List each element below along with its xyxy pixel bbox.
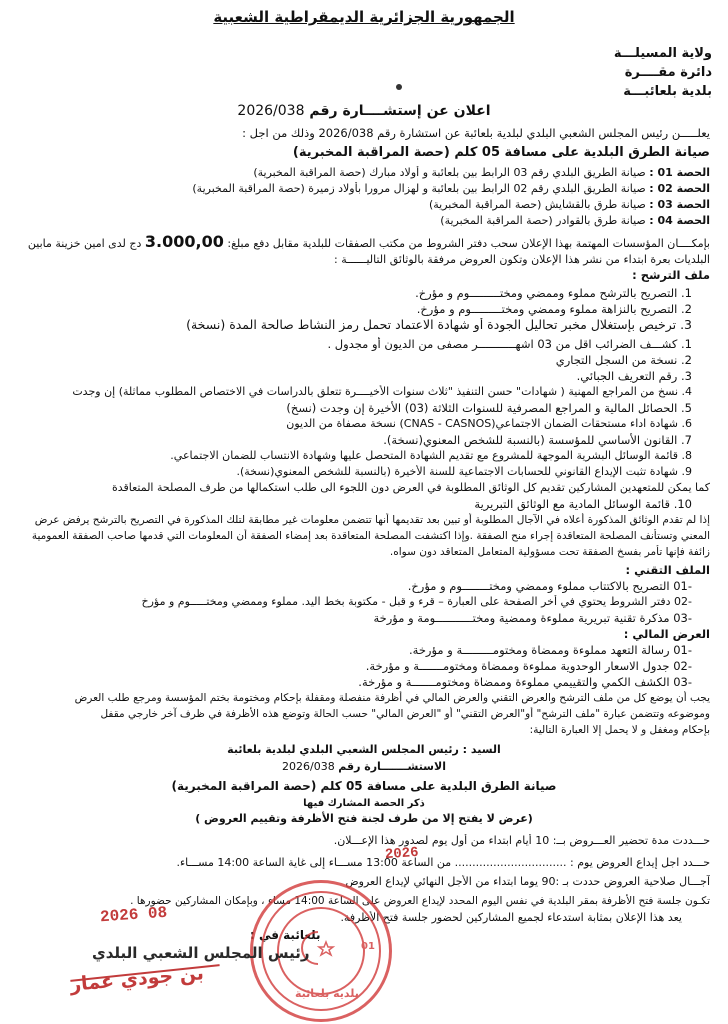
candidature-item: 10. قائمة الوسائل المادية مع الوثائق التبريرية — [474, 497, 692, 511]
announcement-number: 2026/038 — [237, 103, 305, 119]
lot-row — [14, 166, 710, 180]
lot-label: الحصة 01 : — [649, 166, 710, 179]
seal-number: 01 — [361, 941, 375, 952]
signature-place: بلعائبة في : — [250, 928, 321, 942]
header-admin-block — [572, 44, 712, 101]
financial-heading: العرض المالي : — [623, 627, 710, 641]
president-title: رئيس المجلس الشعبي البلدي — [92, 944, 310, 962]
daira-label: دائرة مقــــرة — [624, 65, 712, 80]
envelope-number: 2026/038 — [282, 760, 335, 773]
candidature-notice-line: إذا لم تقدم الوثائق المذكورة أعلاه في الآجال المطلوبة أو تبين بعد تقديمها أنها تتضمن معلومات غير مطابقة لتلك المذكورة في التصريح بالترشح يرفض عرض — [34, 514, 710, 526]
candidature-item: 8. قائمة الوسائل البشرية الموجهة للمشروع مع تقديم الشهادة المتحصل عليها وشهادة الانتساب للضمان الاجتماعي. — [170, 449, 692, 462]
candidature-notice-line: المعني وتستأنف المصلحة المتعاقدة إجراء منح الصفقة .وإذا اكتشفت المصلحة المتعاقدة بعد إمضاء الصفقة أن المعلومات التي قدمها صاحب الصفقة العمومية — [31, 530, 710, 542]
candidature-heading: ملف الترشح : — [632, 268, 710, 282]
eligibility-line-2: البلديات بعرة ابتداء من نشر هذا الإعلان وتكون العروض مرفقة بالوثائق التاليــــــة : — [334, 253, 710, 266]
date-stamp-1: 2026 — [384, 844, 420, 864]
financial-item: -01 رسالة التعهد مملوءة وممضاة ومختومـــــــــة و مؤرخة. — [409, 643, 692, 657]
lot-text: صيانة طرق بالقوادر (حصة المراقبة المخبرية) — [440, 214, 646, 227]
candidature-item: 1. كشـــف الضرائب اقل من 03 اشهـــــــــــر مصفى من الديون أو مجدول . — [327, 337, 692, 351]
candidature-item: 2. نسخة من السجل التجاري — [555, 353, 692, 367]
punch-mark — [396, 84, 402, 90]
candidature-item: 3. ترخيص بإستغلال مخبر تحاليل الجودة أو شهادة الاعتماد تحمل رمز النشاط صالحة المدة (نسخة) — [186, 318, 692, 332]
schedule-line: حـــدد اجل إيداع العروض يوم : ................................ من الساعة 13:00 مســـاء إلى غاية الساعة 14:00 مســـاء. — [176, 856, 710, 869]
candidature-item: 4. نسخ من المراجع المهنية ( شهادات" حسن التنفيذ "ثلاث سنوات الأخيــــرة تتعلق بالدراسات في الاختصاص المطلوب مماثلة) إن وجدت — [72, 385, 692, 398]
eligibility-text-a: بإمكــــان المؤسسات المهتمة بهذا الإعلان سحب دفتر الشروط من مكتب الصفقات للبلدية مقابل دفع مبلغ: — [227, 237, 710, 250]
schedule-line: تكـون جلسة فتح الأظرفة بمقر البلدية في نفس اليوم المحدد لإيداع العروض على الساعة 14:00 مساء ، وبإمكان المشاركين حضورها . — [130, 895, 710, 907]
envelope-title-text: الاستشـــــــارة رقم — [338, 760, 446, 773]
eligibility-line-1 — [14, 233, 710, 253]
fee-amount: 3.000,00 — [144, 233, 224, 251]
schedule-line: آجـــال صلاحية العروض حددت بـ :90 يوما ابتداء من الأجل النهائي لإيداع العروض — [345, 875, 710, 888]
announcement-title-text: اعلان عن إستشــــارة رقم — [309, 103, 491, 119]
technical-heading: الملف التقني : — [625, 563, 710, 577]
candidature-item: 6. شهادة اداء مستحقات الضمان الاجتماعي(CNAS - CASNOS) نسخة مصفاة من الديون — [286, 417, 692, 430]
candidature-notice-line: زائفة فإنها تأمر بفسخ الصفقة تحت مسؤولية المتعامل المتعاقد دون سواه. — [389, 546, 710, 558]
packaging-line: يجب أن يوضع كل من ملف الترشح والعرض التقني والعرض المالي في أظرفة منفصلة ومقفلة بإحكام ومختومة بختم المؤسسة ومرجع طلب العرض — [74, 692, 710, 704]
lot-row — [14, 214, 710, 228]
envelope-subject: صيانة الطرق البلدية على مسافة 05 كلم (حصة المراقبة المخبرية) — [171, 779, 557, 793]
candidature-item: 7. القانون الأساسي للمؤسسة (بالنسبة للشخص المعنوي(نسخة). — [383, 433, 692, 447]
candidature-item: 5. الحصائل المالية و المراجع المصرفية للسنوات الثلاثة (03) الأخيرة إن وجدت (نسخ) — [286, 401, 692, 415]
schedule-line: يعد هذا الإعلان بمثابة استدعاء لجميع المشاركين لحضور جلسة فتح الأظرفة. — [340, 911, 682, 924]
financial-item: -03 الكشف الكمي والتقييمي مملوءة وممضاة ومختومـــــــة و مؤرخة. — [358, 675, 692, 689]
commune-label: بلدية بلعائبـــة — [623, 84, 712, 99]
date-stamp-2: 2026 08 — [99, 903, 168, 927]
lot-label: الحصة 02 : — [649, 182, 710, 195]
lot-text: صيانة الطريق البلدي رقم 03 الرابط بين بلعائبة و أولاد مبارك (حصة المراقبة المخبرية) — [253, 166, 646, 179]
candidature-item: 2. التصريح بالنزاهة مملوء وممضي ومختـــــــــوم و مؤرخ. — [416, 302, 692, 316]
technical-item: -03 مذكرة تقنية تبريرية مملوءة وممضية ومختـــــــــــومة و مؤرخة — [373, 611, 692, 625]
president-name: بن جودي عمار — [69, 962, 205, 996]
candidature-item: 3. رقم التعريف الجبائي. — [576, 369, 692, 383]
envelope-lot: ذكر الحصة المشارك فيها — [303, 798, 425, 809]
candidature-item: 1. التصريح بالترشح مملوء وممضي ومختـــــــــوم و مؤرخ. — [415, 286, 692, 300]
lot-row — [14, 198, 710, 212]
candidature-item: 9. شهادة تثبت الإيداع القانوني للحسابات الاجتماعية للسنة الأخيرة (بالنسبة للشخص المعنوي(نسخة). — [236, 465, 692, 478]
technical-item: -02 دفتر الشروط يحتوي في أخر الصفحة على العبارة – قرء و قبل - مكتوبة بخط اليد. مملوء وممضي ومختـــــوم و مؤرخ — [141, 595, 692, 608]
eligibility-text-b: دج لدى امين خزينة مابين — [27, 237, 142, 250]
announcement-title — [0, 103, 728, 119]
seal-text: بلدية بلعائبة — [295, 987, 359, 1000]
announcement-subject: صيانة الطرق البلدية على مسافة 05 كلم (حصة المراقبة المخبرية) — [292, 146, 710, 160]
lot-text: صيانة الطريق البلدي رقم 02 الرابط بين بلعائبة و لهزال مرورا بأولاد زميرة (حصة المراقبة المخبرية) — [192, 182, 646, 195]
financial-item: -02 جدول الاسعار الوحدوية مملوءة وممضاة ومختومـــــــة و مؤرخة. — [365, 659, 692, 673]
envelope-warning: (عرض لا يفتح إلا من طرف لجنة فتح الأظرفة وتقييم العروض ) — [195, 812, 533, 825]
candidature-note: كما يمكن للمتعهدين المشاركين تقديم كل الوثائق المطلوبة في العرض دون اللجوء الى طلب استكمالها من طرف المصلحة المتعاقدة — [111, 481, 710, 494]
technical-item: -01 التصريح بالاكتتاب مملوء وممضي ومختــــــــوم و مؤرخ. — [407, 579, 692, 593]
envelope-recipient: السيد : رئيس المجلس الشعبي البلدي لبلدية بلعائبة — [227, 743, 501, 756]
lot-text: صيانة طرق بالقشايش (حصة المراقبة المخبرية) — [428, 198, 646, 211]
lot-label: الحصة 03 : — [649, 198, 710, 211]
packaging-line: بإحكام ومغفل و لا يحمل إلا العبارة التالية: — [529, 724, 710, 736]
lot-row — [14, 182, 710, 196]
announcement-intro: يعلـــــن رئيس المجلس الشعبي البلدي لبلدية بلعائبة عن استشارة رقم 2026/038 وذلك من اجل : — [242, 126, 710, 140]
wilaya-label: ولاية المسيلـــة — [613, 46, 712, 61]
republic-title: الجمهورية الجزائرية الديمقراطية الشعبية — [213, 8, 515, 26]
schedule-line: حـــددت مدة تحضير العـــروض بــ: 10 أيام ابتداء من أول يوم لصدور هذا الإعـــلان. — [333, 834, 710, 847]
envelope-title — [0, 760, 728, 773]
packaging-line: وموضوعه وتتضمن عبارة "ملف الترشح" أو"العرض التقني" أو "العرض المالي" حسب الحالة وتوضع هذه الأظرفة في ظرف آخر خارجي مقفل — [100, 708, 710, 720]
lot-label: الحصة 04 : — [649, 214, 710, 227]
